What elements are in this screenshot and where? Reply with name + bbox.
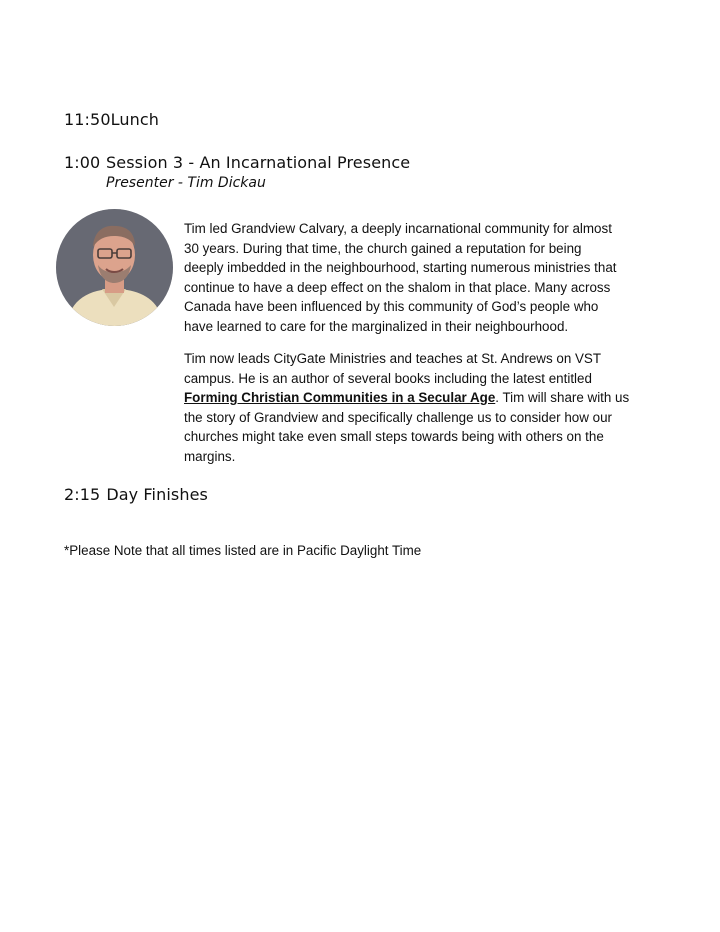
bio-line: continue to have a deep effect on the shalom in that place. Many across bbox=[184, 279, 611, 295]
bio-line: 30 years. During that time, the church gained a reputation for being bbox=[184, 240, 582, 256]
bio-line: Tim now leads CityGate Ministries and teaches at St. Andrews on VST bbox=[184, 351, 602, 366]
bio-line-continuation: . Tim will share with us bbox=[495, 390, 630, 405]
timezone-note: *Please Note that all times listed are in Pacific Daylight Time bbox=[64, 543, 422, 558]
presenter-photo-image bbox=[56, 209, 173, 326]
finish-heading bbox=[64, 485, 208, 504]
bio-line: Tim led Grandview Calvary, a deeply incarnational community for almost bbox=[184, 221, 612, 236]
finish-time: 2:15 bbox=[64, 485, 101, 504]
bio-line: the story of Grandview and specifically challenge us to consider how our bbox=[184, 409, 612, 425]
bio-line: campus. He is an author of several books including the latest entitled bbox=[184, 370, 592, 386]
session3-title: Session 3 - An Incarnational Presence bbox=[106, 153, 411, 172]
finish-title: Day Finishes bbox=[106, 485, 208, 504]
presenter-photo bbox=[56, 209, 173, 326]
bio-line: have learned to care for the marginalized in their neighbourhood. bbox=[184, 318, 569, 334]
lunch-heading bbox=[64, 110, 159, 129]
presenter-bio-paragraph-2 bbox=[184, 349, 664, 466]
presenter-bio-paragraph-1 bbox=[184, 219, 664, 336]
bio-line: deeply imbedded in the neighbourhood, starting numerous ministries that bbox=[184, 260, 617, 275]
lunch-time: 11:50 bbox=[64, 110, 111, 129]
bio-line-with-book bbox=[184, 388, 664, 408]
presenter-line: Presenter - Tim Dickau bbox=[106, 175, 266, 191]
bio-line: margins. bbox=[184, 448, 236, 464]
book-title: Forming Christian Communities in a Secular Age bbox=[184, 390, 496, 405]
bio-line: churches might take even small steps towards being with others on the bbox=[184, 429, 604, 444]
session3-time: 1:00 bbox=[64, 153, 101, 172]
session3-heading bbox=[64, 153, 410, 172]
lunch-title: Lunch bbox=[110, 110, 159, 129]
bio-line: Canada have been influenced by this community of God’s people who bbox=[184, 299, 599, 314]
